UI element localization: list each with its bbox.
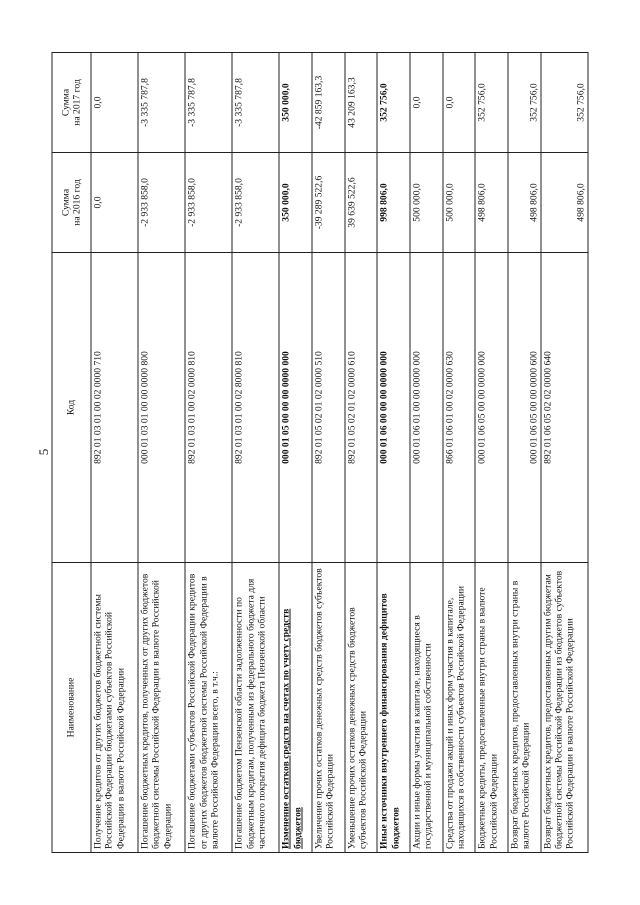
row-sum-2017: 352 756,0 <box>508 53 541 153</box>
row-name: Погашение бюджетами субъектов Российской Федерации кредитов от других бюджетов бюджетной системы Российской Федерации в валюте Российской Федерации всего, в т.ч.: <box>185 563 232 853</box>
row-sum-2017: -42 859 163,3 <box>312 53 345 153</box>
table-row-section <box>377 53 410 853</box>
row-sum-2016: 350 000,0 <box>279 153 312 253</box>
page-number: 5 <box>36 448 51 456</box>
row-code: 000 01 06 01 00 00 0000 000 <box>410 253 443 563</box>
row-name: Средства от продажи акций и иных форм участия в капитале, находящихся в собственности субъектов Российской Федерации <box>443 563 476 853</box>
row-code: 892 01 03 01 00 02 0000 710 <box>91 253 138 563</box>
row-sum-2016: -39 289 522,6 <box>312 153 345 253</box>
row-sum-2016: -2 933 858,0 <box>138 153 185 253</box>
row-name: Увеличение прочих остатков денежных средств бюджетов субъектов Российской Федерации <box>312 563 345 853</box>
row-name: Изменение остатков средств на счетах по учету средств бюджетов <box>279 563 312 853</box>
table-row <box>138 53 185 853</box>
table-row <box>475 53 508 853</box>
row-name: Уменьшение прочих остатков денежных средств бюджетов субъектов Российской Федерации <box>345 563 378 853</box>
row-code: 000 01 03 01 00 00 0000 800 <box>138 253 185 563</box>
row-name: Получение кредитов от других бюджетов бюджетной системы Российской Федерации бюджетами субъектов Российской Федерации в валюте Российской Федерации <box>91 563 138 853</box>
row-code: 000 01 06 05 00 00 0000 000 <box>475 253 508 563</box>
row-code: 892 01 06 05 02 02 0000 640 <box>541 253 588 563</box>
header-code: Код <box>52 253 91 563</box>
header-sum-2017: Сумма на 2017 год <box>52 53 91 153</box>
row-sum-2016: 498 806,0 <box>541 153 588 253</box>
row-sum-2016: 500 000,0 <box>443 153 476 253</box>
table-row <box>91 53 138 853</box>
row-sum-2016: -2 933 858,0 <box>232 153 279 253</box>
table-row-section <box>279 53 312 853</box>
financing-sources-table <box>52 52 589 853</box>
row-name: Акции и иные формы участия в капитале, находящиеся в государственной и муниципальной собственности <box>410 563 443 853</box>
header-sum-2016: Сумма на 2016 год <box>52 153 91 253</box>
table-row <box>410 53 443 853</box>
row-sum-2017: -3 335 787,8 <box>138 53 185 153</box>
table-row <box>312 53 345 853</box>
row-sum-2017: -3 335 787,8 <box>185 53 232 153</box>
rotated-table-container <box>52 53 589 853</box>
row-name: Погашение бюджетных кредитов, полученных от других бюджетов бюджетной системы Российской Федерации в валюте Российской Федерации <box>138 563 185 853</box>
row-code: 000 01 05 00 00 00 0000 000 <box>279 253 312 563</box>
row-sum-2017: 0,0 <box>410 53 443 153</box>
row-sum-2017: 352 756,0 <box>541 53 588 153</box>
row-sum-2017: 0,0 <box>443 53 476 153</box>
row-code: 866 01 06 01 00 02 0000 630 <box>443 253 476 563</box>
row-name: Иные источники внутреннего финансирования дефицитов бюджетов <box>377 563 410 853</box>
table-row <box>232 53 279 853</box>
table-row <box>185 53 232 853</box>
row-sum-2017: 352 756,0 <box>377 53 410 153</box>
row-sum-2017: 43 209 163,3 <box>345 53 378 153</box>
row-sum-2016: 39 639 522,6 <box>345 153 378 253</box>
row-sum-2016: 0,0 <box>91 153 138 253</box>
row-sum-2016: 498 806,0 <box>508 153 541 253</box>
header-name: Наименование <box>52 563 91 853</box>
table-row <box>541 53 588 853</box>
row-sum-2016: 498 806,0 <box>475 153 508 253</box>
table-row <box>345 53 378 853</box>
row-code: 892 01 05 02 01 02 0000 510 <box>312 253 345 563</box>
row-name: Возврат бюджетных кредитов, предоставленных внутри страны в валюте Российской Федерации <box>508 563 541 853</box>
table-row <box>508 53 541 853</box>
row-sum-2017: 350 000,0 <box>279 53 312 153</box>
row-code: 892 01 03 01 00 02 8000 810 <box>232 253 279 563</box>
table-header-row <box>52 53 91 853</box>
row-name: Погашение бюджетом Пензенской области задолженности по бюджетным кредитам, полученным из федерального бюджета для частичного покрытия дефицита бюджета Пензенской области <box>232 563 279 853</box>
table-row <box>443 53 476 853</box>
row-sum-2017: -3 335 787,8 <box>232 53 279 153</box>
row-sum-2017: 0,0 <box>91 53 138 153</box>
row-name: Возврат бюджетных кредитов, предоставленных другим бюджетам бюджетной системы Российской Федерации из бюджетов субъектов Российской Федерации в валюте Российской Федерации <box>541 563 588 853</box>
row-sum-2016: 998 806,0 <box>377 153 410 253</box>
row-code: 892 01 03 01 00 02 0000 810 <box>185 253 232 563</box>
row-code: 000 01 06 05 00 00 0000 600 <box>508 253 541 563</box>
row-sum-2016: 500 000,0 <box>410 153 443 253</box>
row-sum-2017: 352 756,0 <box>475 53 508 153</box>
row-name: Бюджетные кредиты, предоставленные внутри страны в валюте Российской Федерации <box>475 563 508 853</box>
row-code: 000 01 06 00 00 00 0000 000 <box>377 253 410 563</box>
row-sum-2016: -2 933 858,0 <box>185 153 232 253</box>
row-code: 892 01 05 02 01 02 0000 610 <box>345 253 378 563</box>
